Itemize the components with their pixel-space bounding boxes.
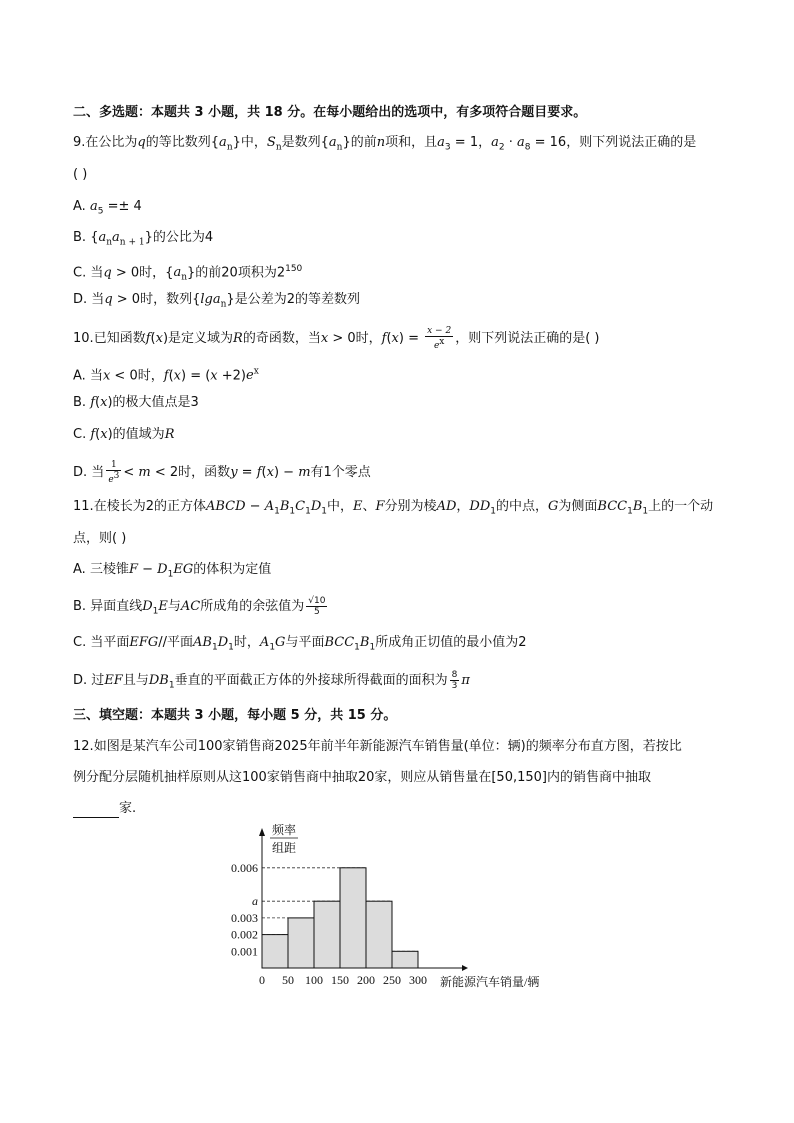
question-9-option-d[interactable]: D. 当q > 0时，数列{lga$_n$}是公差为2的等差数列 xyxy=(73,292,360,310)
question-9-stem: 9.在公比为q的等比数列$\{a_n\}$中，$S_n$是数列$\{a_n\}$的前n项和，且$a_3 = 1$，$a_2 \cdot a_8 = 16$，则下列说法正确的是 xyxy=(73,135,697,153)
question-9-option-b[interactable]: B. $\{a_na_{n + 1}\}$的公比为4 xyxy=(73,230,214,248)
y-tick-label: 0.001 xyxy=(231,944,258,959)
x-tick-label: 0 xyxy=(259,973,265,987)
question-10-option-a[interactable]: A. 当x < 0时，$f(x) = (x +2)e^x$ xyxy=(73,367,259,384)
section-heading-multiple-choice: 二、多选题：本题共 3 小题，共 18 分。在每小题给出的选项中，有多项符合题目要求。 xyxy=(73,105,587,120)
question-12-stem-line2: 例分配分层随机抽样原则从这100家销售商中抽取20家，则应从销售量在[50,150]内的销售商中抽取 xyxy=(73,770,651,785)
histogram-bar xyxy=(262,935,288,968)
histogram-bar xyxy=(288,918,314,968)
x-tick-label: 50 xyxy=(282,973,294,987)
question-11-option-c[interactable]: C. 当平面EFG//平面$AB_1D_1$时，$A_1G$与平面$BCC_1B_1$所成角正切值的最小值为2 xyxy=(73,635,527,653)
section-heading-fill-in: 三、填空题：本题共 3 小题，每小题 5 分，共 15 分。 xyxy=(73,708,397,723)
question-11-option-a[interactable]: A. 三棱锥$F - D_1EG$的体积为定值 xyxy=(73,562,272,580)
question-10-stem: 10.已知函数f(x)是定义域为R的奇函数，当x > 0时，f(x) = $\frac{x - 2}{e^x}$ ，则下列说法正确的是( ) xyxy=(73,326,600,351)
x-tick-label: 150 xyxy=(331,973,349,987)
histogram-bar xyxy=(340,868,366,968)
y-tick-label: 0.006 xyxy=(231,860,258,875)
y-axis-title-bottom: 组距 xyxy=(271,841,297,855)
x-axis-title: 新能源汽车销量/辆 xyxy=(440,975,540,989)
histogram-bar xyxy=(392,951,418,968)
histogram-bar xyxy=(366,901,392,968)
y-tick-label: a xyxy=(252,894,258,909)
histogram-bar xyxy=(314,901,340,968)
x-axis-arrow xyxy=(462,965,468,971)
y-tick-label: 0.002 xyxy=(231,927,258,942)
y-axis-arrow xyxy=(259,828,265,836)
x-tick-label: 250 xyxy=(383,973,401,987)
question-9-option-c[interactable]: C. 当q > 0时，$\{a_n\}$的前20项积为$2^{150}$ xyxy=(73,264,303,283)
y-tick-label: 0.003 xyxy=(231,910,258,925)
frequency-histogram xyxy=(210,818,590,998)
question-11-option-b[interactable]: B. 异面直线$D_1E$与AC所成角的余弦值为 $\frac{√10}{5}$ xyxy=(73,596,326,617)
question-10-option-c[interactable]: C. f(x)的值域为R xyxy=(73,427,175,442)
question-9-paren: ( ) xyxy=(73,167,88,182)
question-9-option-a[interactable]: A. $a_5 =\pm 4$ xyxy=(73,199,142,217)
answer-blank[interactable] xyxy=(73,804,119,818)
y-axis-title-top: 频率 xyxy=(271,823,297,837)
question-11-stem: 11.在棱长为2的正方体ABCD − $A_1B_1C_1D_1$中，E、F分别为棱AD，$DD_1$的中点，G为侧面$BCC_1B_1$上的一个动 xyxy=(73,499,714,517)
x-tick-label: 200 xyxy=(357,973,375,987)
question-12-stem-line1: 12.如图是某汽车公司100家销售商2025年前半年新能源汽车销售量(单位：辆)的频率分布直方图，若按比 xyxy=(73,739,682,754)
question-11-option-d[interactable]: D. 过EF且与$DB_1$垂直的平面截正方体的外接球所得截面的面积为 $\frac{8}{3}$ π xyxy=(73,670,470,691)
question-10-option-b[interactable]: B. f(x)的极大值点是3 xyxy=(73,395,199,410)
question-12-stem-line3: 家. xyxy=(73,800,136,818)
question-11-stem-line2: 点，则( ) xyxy=(73,531,127,546)
question-10-option-d[interactable]: D. 当 $\frac{1}{e^3}$ < m < 2时，函数y = f(x) − m有1个零点 xyxy=(73,460,371,485)
x-tick-label: 300 xyxy=(409,973,427,987)
x-tick-label: 100 xyxy=(305,973,323,987)
